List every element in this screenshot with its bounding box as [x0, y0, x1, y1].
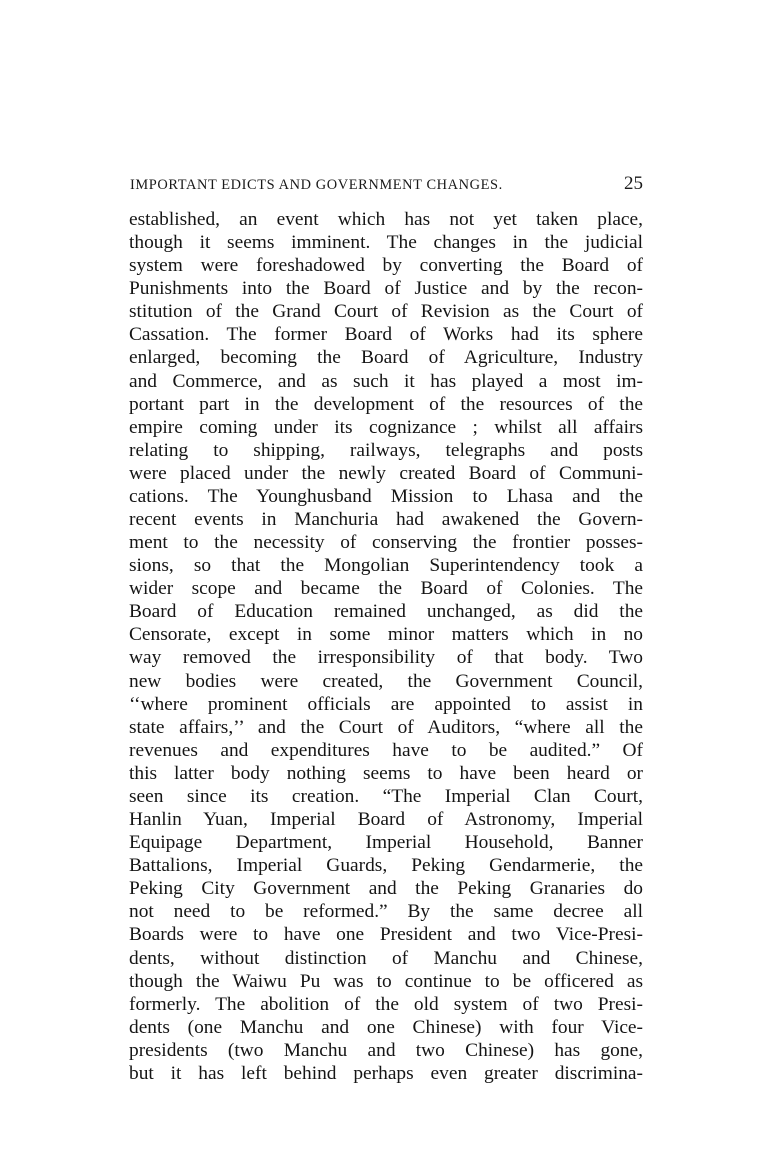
text-line: sions, so that the Mongolian Superintendency took a — [129, 555, 643, 577]
text-line: recent events in Manchuria had awakened the Govern- — [129, 509, 643, 531]
page-number: 25 — [624, 173, 643, 194]
text-line: Hanlin Yuan, Imperial Board of Astronomy, Imperial — [129, 809, 643, 831]
text-line: established, an event which has not yet taken place, — [129, 209, 643, 230]
text-line: way removed the irresponsibility of that body. Two — [129, 647, 643, 669]
text-line: though it seems imminent. The changes in the judicial — [129, 232, 643, 254]
text-line: Punishments into the Board of Justice and by the recon- — [129, 278, 643, 300]
running-head-title: IMPORTANT EDICTS AND GOVERNMENT CHANGES. — [130, 177, 503, 193]
text-line: dents (one Manchu and one Chinese) with four Vice- — [129, 1016, 643, 1038]
text-line: dents, without distinction of Manchu and Chinese, — [129, 947, 643, 969]
text-line: not need to be reformed.” By the same decree all — [129, 901, 643, 923]
text-line: though the Waiwu Pu was to continue to be officered as — [129, 970, 643, 992]
text-line: were placed under the newly created Board of Communi- — [129, 462, 643, 484]
text-line: ‘‘where prominent officials are appointed to assist in — [129, 693, 643, 715]
text-line: seen since its creation. “The Imperial Clan Court, — [129, 785, 643, 807]
text-line: this latter body nothing seems to have been heard or — [129, 762, 643, 784]
text-line: Boards were to have one President and two Vice-Presi- — [129, 924, 643, 946]
text-line: Battalions, Imperial Guards, Peking Gendarmerie, the — [129, 855, 643, 877]
text-line: Cassation. The former Board of Works had its sphere — [129, 324, 643, 346]
text-line: state affairs,’’ and the Court of Auditors, “where all the — [129, 716, 643, 738]
text-line: Board of Education remained unchanged, as did the — [129, 601, 643, 623]
text-line: Censorate, except in some minor matters which in no — [129, 624, 643, 646]
text-line: portant part in the development of the resources of the — [129, 393, 643, 415]
text-line: enlarged, becoming the Board of Agriculture, Industry — [129, 347, 643, 369]
text-line: revenues and expenditures have to be audited.” Of — [129, 739, 643, 761]
text-line: Peking City Government and the Peking Granaries do — [129, 878, 643, 900]
text-line: ment to the necessity of conserving the frontier posses- — [129, 532, 643, 554]
text-line: new bodies were created, the Government Council, — [129, 670, 643, 692]
text-line: and Commerce, and as such it has played a most im- — [129, 370, 643, 392]
text-line: cations. The Younghusband Mission to Lhasa and the — [129, 485, 643, 507]
running-head — [130, 173, 643, 195]
text-line: wider scope and became the Board of Colonies. The — [129, 578, 643, 600]
text-line: but it has left behind perhaps even greater discrimina- — [129, 1062, 643, 1084]
text-line: stitution of the Grand Court of Revision as the Court of — [129, 301, 643, 323]
text-line: presidents (two Manchu and two Chinese) has gone, — [129, 1039, 643, 1061]
text-line: relating to shipping, railways, telegraphs and posts — [129, 439, 643, 461]
text-line: system were foreshadowed by converting the Board of — [129, 255, 643, 277]
text-line: formerly. The abolition of the old system of two Presi- — [129, 993, 643, 1015]
text-line: Equipage Department, Imperial Household, Banner — [129, 832, 643, 854]
text-line: empire coming under its cognizance ; whilst all affairs — [129, 416, 643, 438]
body-paragraph — [129, 208, 643, 1085]
